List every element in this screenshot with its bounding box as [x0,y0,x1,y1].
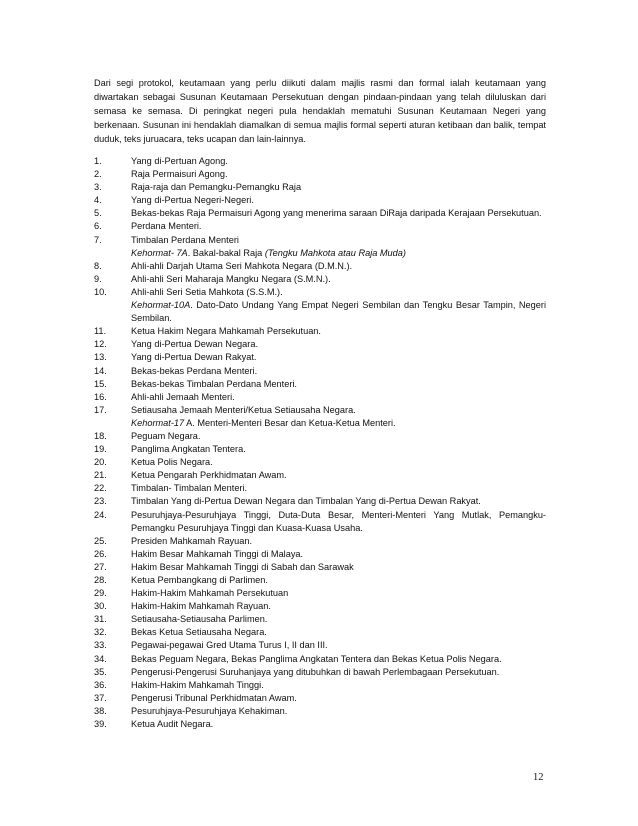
item-text: Peguam Negara. [131,430,201,441]
list-item [94,181,546,194]
item-number: 30. [94,601,107,612]
list-item [94,626,546,639]
list-item [94,718,546,731]
item-number: 27. [94,561,107,572]
item-text: Timbalan Yang di-Pertua Dewan Negara dan Timbalan Yang di-Pertua Dewan Rakyat. [131,496,481,507]
item-number: 19. [94,444,107,455]
item-number: 6. [94,221,102,232]
list-item [94,430,546,443]
item-number: 24. [94,509,107,520]
item-text: Pengerusi-Pengerusi Suruhanjaya yang ditubuhkan di bawah Perlembagaan Persekutuan. [131,666,500,677]
list-item [94,639,546,652]
list-item [94,338,546,351]
note-text: . Dato-Dato Undang Yang Empat Negeri Sembilan dan Tengku Besar Tampin, Negeri Sembilan. [131,300,546,324]
list-item [94,666,546,679]
precedence-list [94,155,546,731]
page-number: 12 [533,772,544,783]
item-text: Ahli-ahli Darjah Utama Seri Mahkota Negara (D.M.N.). [131,260,353,271]
item-number: 25. [94,535,107,546]
item-text: Ketua Pengarah Perkhidmatan Awam. [131,470,287,481]
item-number: 22. [94,483,107,494]
list-item [94,351,546,364]
item-number: 20. [94,457,107,468]
item-text: Presiden Mahkamah Rayuan. [131,535,253,546]
item-number: 23. [94,496,107,507]
list-item [94,653,546,666]
item-text: Pengerusi Tribunal Perkhidmatan Awam. [131,692,297,703]
item-text: Yang di-Pertuan Agong. [131,156,228,166]
item-number: 14. [94,365,107,376]
item-text: Timbalan Perdana Menteri [131,234,239,245]
note-text: A. Menteri-Menteri Besar dan Ketua-Ketua Menteri. [184,417,396,428]
list-item [94,378,546,391]
item-text: Ketua Pembangkang di Parlimen. [131,575,268,585]
list-item [94,705,546,718]
list-item [94,234,546,247]
list-item [94,587,546,600]
item-text: Ahli-ahli Jemaah Menteri. [131,391,235,402]
list-item [94,273,546,286]
note-italic: (Tengku Mahkota atau Raja Muda) [264,247,406,258]
item-text: Timbalan- Timbalan Menteri. [131,483,248,494]
list-item [94,194,546,207]
list-item [94,535,546,548]
item-text: Pesuruhjaya-Pesuruhjaya Kehakiman. [131,705,288,716]
list-item [94,613,546,626]
item-text: Ketua Hakim Negara Mahkamah Persekutuan. [131,326,321,337]
item-number: 38. [94,705,107,716]
list-item [94,679,546,692]
item-text: Bekas-bekas Timbalan Perdana Menteri. [131,378,297,389]
item-text: Ketua Audit Negara. [131,719,214,730]
list-item [94,155,546,168]
item-text: Hakim Besar Mahkamah Tinggi di Sabah dan Sarawak [131,561,354,572]
item-number: 31. [94,614,107,625]
item-text: Ahli-ahli Seri Maharaja Mangku Negara (S.M.N.). [131,273,331,284]
item-number: 2. [94,169,102,180]
note-7a [94,247,546,260]
item-number: 4. [94,195,102,206]
list-item [94,482,546,495]
item-text: Hakim-Hakim Mahkamah Tinggi. [131,679,264,690]
item-number: 10. [94,286,107,297]
note-label: Kehormat-17 [131,417,185,428]
item-text: Raja Permaisuri Agong. [131,169,228,180]
list-item [94,495,546,508]
list-item [94,509,546,535]
item-text: Ketua Polis Negara. [131,457,213,468]
item-text: Bekas-bekas Raja Permaisuri Agong yang menerima saraan DiRaja daripada Kerajaan Persekutuan. [131,208,542,219]
item-text: Raja-raja dan Pemangku-Pemangku Raja [131,182,302,193]
list-item [94,561,546,574]
item-number: 33. [94,640,107,651]
item-number: 9. [94,273,102,284]
item-number: 13. [94,352,107,363]
list-item [94,443,546,456]
item-number: 32. [94,627,107,638]
item-text: Hakim-Hakim Mahkamah Rayuan. [131,601,271,612]
list-item [94,365,546,378]
list-item [94,574,546,587]
item-number: 21. [94,470,107,481]
item-text: Hakim-Hakim Mahkamah Persekutuan [131,588,289,599]
list-item [94,220,546,233]
note-text: . Bakal-bakal Raja [187,247,265,258]
item-text: Setiausaha-Setiausaha Parlimen. [131,614,268,625]
item-text: Pegawai-pegawai Gred Utama Turus I, II dan III. [131,640,328,651]
item-number: 1. [94,156,102,166]
list-item [94,207,546,220]
list-item [94,391,546,404]
note-label: Kehormat-10A [131,300,191,311]
item-text: Yang di-Pertua Dewan Negara. [131,339,258,350]
item-text: Panglima Angkatan Tentera. [131,444,246,455]
item-text: Yang di-Pertua Negeri-Negeri. [131,195,254,206]
item-text: Hakim Besar Mahkamah Tinggi di Malaya. [131,548,304,559]
list-item [94,692,546,705]
item-number: 7. [94,234,102,245]
item-text: Yang di-Pertua Dewan Rakyat. [131,352,257,363]
item-number: 28. [94,575,107,585]
list-item [94,260,546,273]
intro-paragraph: Dari segi protokol, keutamaan yang perlu diikuti dalam majlis rasmi dan formal ialah keutamaan yang diwartakan sebagai Susunan Keutamaan Persekutuan dengan pindaan-pindaan yang telah diluluskan dari semasa ke semasa. Di peringkat negeri pula hendaklah mematuhi Susunan Keutamaan Negeri yang berkenaan. Susunan ini hendaklah diamalkan di semua majlis formal seperti aturan ketibaan dan balik, tempat duduk, teks juruacara, teks ucapan dan lain-lainnya. [94,78,546,145]
note-17a [94,417,546,430]
list-item [94,168,546,181]
item-number: 8. [94,260,102,271]
list-item [94,600,546,613]
list-item [94,548,546,561]
item-number: 16. [94,391,107,402]
item-number: 3. [94,182,102,193]
item-number: 36. [94,679,107,690]
item-number: 26. [94,548,107,559]
item-number: 15. [94,378,107,389]
item-text: Ahli-ahli Seri Setia Mahkota (S.S.M.). [131,286,283,297]
item-number: 11. [94,326,107,337]
item-number: 5. [94,208,102,219]
list-item [94,456,546,469]
item-number: 29. [94,588,107,599]
item-number: 17. [94,404,107,415]
item-number: 37. [94,692,107,703]
item-number: 18. [94,430,107,441]
list-item [94,286,546,299]
item-text: Bekas Peguam Negara, Bekas Panglima Angkatan Tentera dan Bekas Ketua Polis Negara. [131,653,502,664]
item-number: 12. [94,339,107,350]
list-item [94,325,546,338]
item-number: 35. [94,666,107,677]
item-text: Bekas-bekas Perdana Menteri. [131,365,258,376]
item-text: Perdana Menteri. [131,221,202,232]
item-number: 34. [94,653,107,664]
list-item [94,404,546,417]
item-text: Setiausaha Jemaah Menteri/Ketua Setiausaha Negara. [131,404,356,415]
note-10a [94,299,546,325]
item-number: 39. [94,719,107,730]
item-text: Bekas Ketua Setiausaha Negara. [131,627,267,638]
list-item [94,469,546,482]
item-text: Pesuruhjaya-Pesuruhjaya Tinggi, Duta-Duta Besar, Menteri-Menteri Yang Mutlak, Pemangku-Pemangku Pesuruhjaya Tinggi dan Kuasa-Kuasa Usaha. [131,509,546,533]
note-label: Kehormat- 7A [131,247,188,258]
